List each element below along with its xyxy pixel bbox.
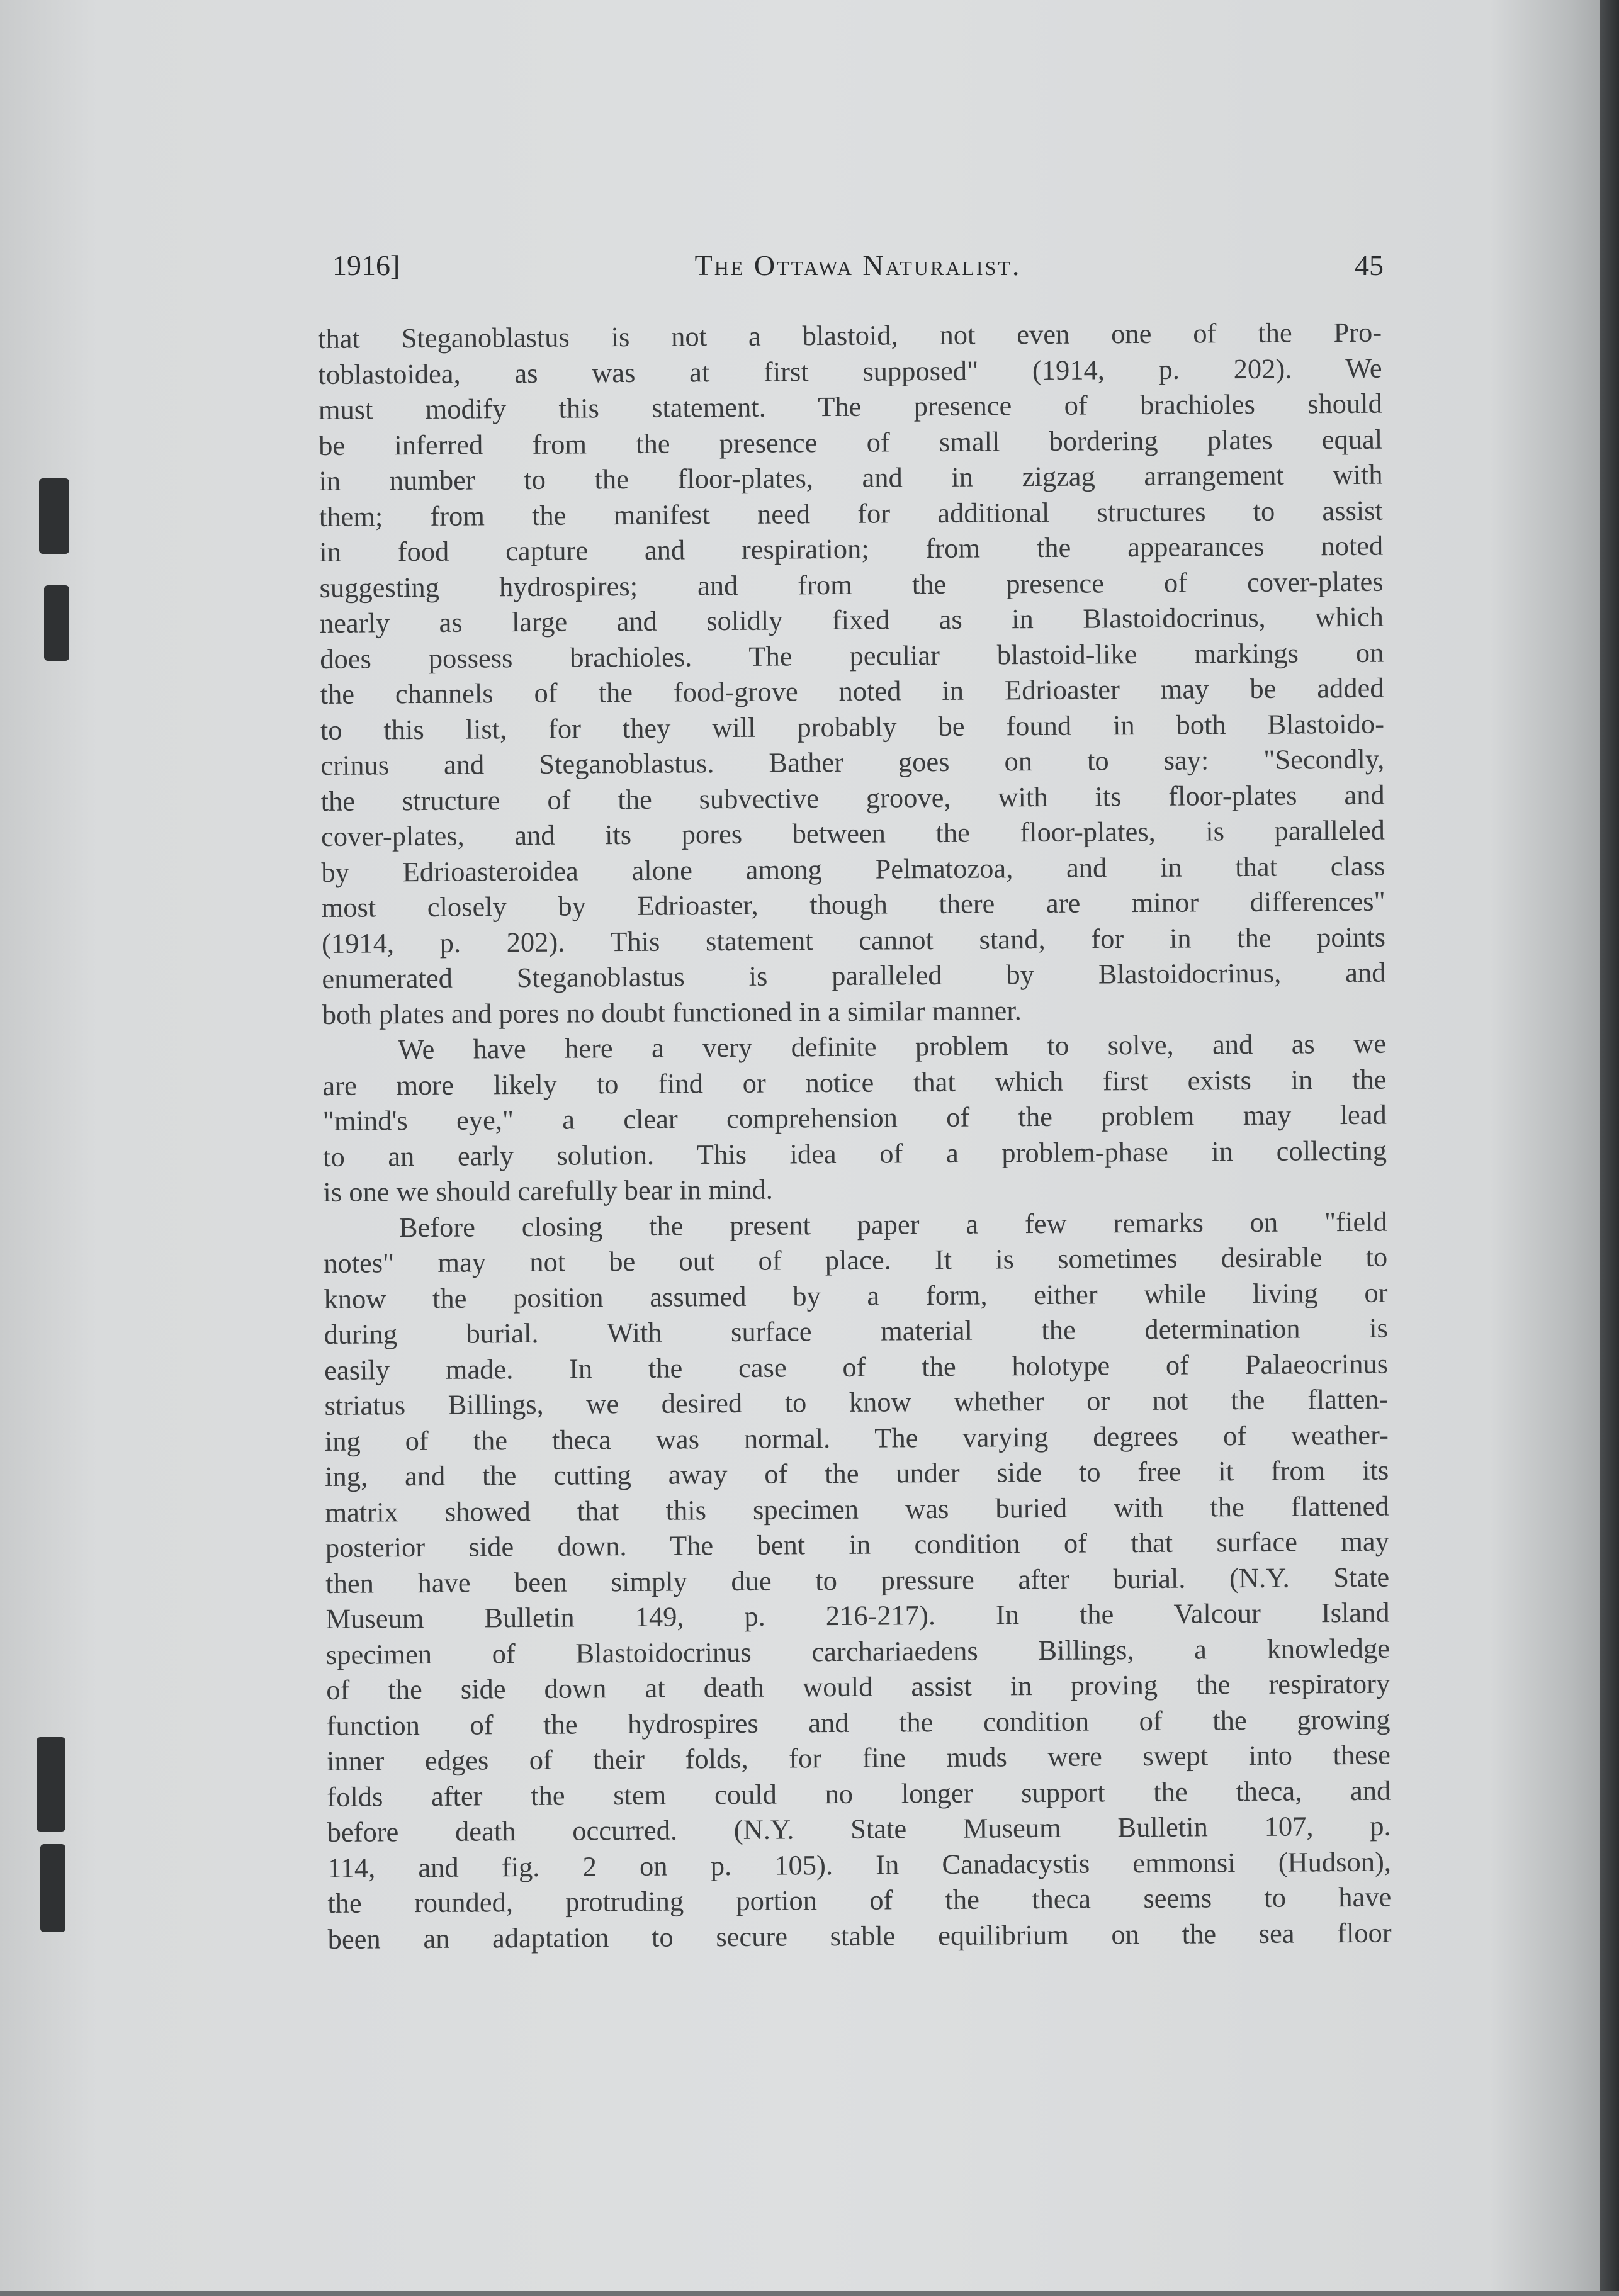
header-year: 1916] xyxy=(332,249,400,281)
text-line: notes" may not be out of place. It is sometimes desirable to xyxy=(323,1241,1388,1279)
text-line: posterior side down. The bent in condition of that surface may xyxy=(325,1525,1390,1563)
page-bottom-edge xyxy=(0,2291,1619,2296)
text-line: striatus Billings, we desired to know whether or not the flatten- xyxy=(324,1383,1389,1421)
text-line: toblastoidea, as was at first supposed" (1914, p. 202). We xyxy=(318,352,1382,390)
text-line: ing, and the cutting away of the under side to free it from its xyxy=(325,1454,1389,1492)
running-header xyxy=(332,249,1384,293)
text-line: cover-plates, and its pores between the floor-plates, is paralleled xyxy=(320,814,1385,852)
paragraph-start-line: We have here a very definite problem to solve, and as we xyxy=(397,1027,1387,1066)
text-line: is one we should carefully bear in mind. xyxy=(323,1173,773,1208)
text-line: (1914, p. 202). This statement cannot stand, for in the points xyxy=(321,921,1386,959)
text-line: folds after the stem could no longer support the theca, and xyxy=(327,1774,1391,1813)
text-line: both plates and pores no doubt functioned in a similar manner. xyxy=(322,994,1022,1030)
text-line: function of the hydrospires and the condition of the growing xyxy=(326,1703,1391,1742)
text-line: specimen of Blastoidocrinus carchariaedens Billings, a knowledge xyxy=(325,1632,1391,1670)
text-line: that Steganoblastus is not a blastoid, not even one of the Pro- xyxy=(318,316,1382,354)
text-line: are more likely to find or notice that which first exists in the xyxy=(322,1063,1387,1101)
text-line: in food capture and respiration; from the appearances noted xyxy=(319,529,1384,568)
text-line: know the position assumed by a form, either while living or xyxy=(324,1276,1388,1315)
text-line: been an adaptation to secure stable equilibrium on the sea floor xyxy=(327,1916,1392,1955)
binding-mark xyxy=(40,1844,65,1932)
text-line: during burial. With surface material the determination is xyxy=(324,1312,1388,1350)
text-line: to this list, for they will probably be found in both Blastoido- xyxy=(320,707,1385,746)
text-line: before death occurred. (N.Y. State Museum Bulletin 107, p. xyxy=(327,1809,1391,1848)
text-line: crinus and Steganoblastus. Bather goes on to say: "Secondly, xyxy=(320,743,1385,781)
text-line: does possess brachioles. The peculiar blastoid-like markings on xyxy=(320,636,1384,675)
text-line: then have been simply due to pressure after burial. (N.Y. State xyxy=(325,1561,1390,1599)
body-text xyxy=(318,315,1392,1957)
text-line: inner edges of their folds, for fine muds were swept into these xyxy=(326,1738,1391,1777)
text-line: Museum Bulletin 149, p. 216-217). In the Valcour Island xyxy=(325,1596,1390,1635)
text-line: them; from the manifest need for additional structures to assist xyxy=(319,494,1384,532)
text-line: most closely by Edrioaster, though there are minor differences" xyxy=(321,885,1385,923)
text-line: in number to the floor-plates, and in zigzag arrangement with xyxy=(319,458,1383,497)
binding-mark xyxy=(44,585,69,661)
text-line: the channels of the food-grove noted in Edrioaster may be added xyxy=(320,672,1384,710)
journal-title: The Ottawa Naturalist. xyxy=(694,249,1022,281)
text-line: "mind's eye," a clear comprehension of the problem may lead xyxy=(322,1098,1387,1137)
text-line: 114, and fig. 2 on p. 105). In Canadacystis emmonsi (Hudson), xyxy=(327,1845,1392,1884)
text-line: suggesting hydrospires; and from the presence of cover-plates xyxy=(319,565,1384,604)
text-line: of the side down at death would assist in proving the respiratory xyxy=(326,1667,1391,1706)
binding-mark xyxy=(37,1737,65,1832)
text-line: be inferred from the presence of small bordering plates equal xyxy=(319,423,1383,461)
text-line: the structure of the subvective groove, with its floor-plates and xyxy=(320,779,1385,817)
text-line: to an early solution. This idea of a problem-phase in collecting xyxy=(322,1134,1387,1173)
text-line: the rounded, protruding portion of the theca seems to have xyxy=(327,1881,1392,1919)
text-line: ing of the theca was normal. The varying degrees of weather- xyxy=(324,1419,1389,1457)
page-number: 45 xyxy=(1355,249,1384,281)
text-line: nearly as large and solidly fixed as in Blastoidocrinus, which xyxy=(319,600,1384,639)
paragraph-start-line: Before closing the present paper a few remarks on "field xyxy=(398,1205,1387,1243)
text-line: by Edrioasteroidea alone among Pelmatozoa, and in that class xyxy=(321,850,1385,888)
text-line: easily made. In the case of the holotype of Palaeocrinus xyxy=(324,1348,1389,1386)
text-line: matrix showed that this specimen was buried with the flattened xyxy=(325,1490,1389,1528)
page-edge-shadow xyxy=(1600,0,1619,2296)
binding-mark xyxy=(39,478,69,554)
text-line: must modify this statement. The presence of brachioles should xyxy=(318,387,1382,425)
text-line: enumerated Steganoblastus is paralleled by Blastoidocrinus, and xyxy=(322,956,1386,994)
